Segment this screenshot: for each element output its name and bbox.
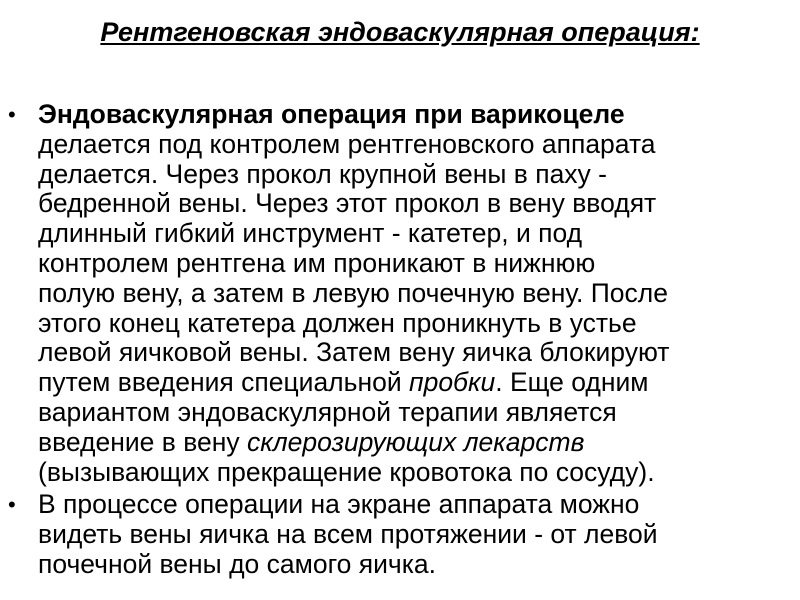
text-line-sclerosing (38, 428, 786, 458)
bullet-item-endovascular (0, 100, 800, 487)
text-line: (вызывающих прекращение кровотока по сосуду). (38, 456, 655, 487)
italic-term-sclerosing-drugs: склерозирующих лекарств (246, 426, 585, 457)
text-line: контролем рентгена им проникают в нижнюю (38, 247, 596, 278)
text-line: полую вену, а затем в левую почечную вену. После (38, 277, 668, 308)
text-line: делается. Через прокол крупной вены в паху - (38, 158, 607, 189)
bullet-marker: • (8, 102, 16, 127)
bullet-bold-lead: Эндоваскулярная операция при варикоцеле (38, 99, 625, 129)
slide-title: Рентгеновская эндоваскулярная операция: (100, 17, 700, 47)
text-segment: введение в вену (38, 426, 247, 457)
text-segment: путем введения специальной (38, 367, 409, 398)
text-line-probki (38, 368, 786, 398)
bullet-item-screen-view (0, 490, 800, 579)
text-line: вариантом эндоваскулярной терапии является (38, 396, 617, 427)
text-segment: . Еще одним (495, 367, 649, 398)
text-line: почечной вены до самого яичка. (38, 548, 437, 579)
text-line: левой яичковой вены. Затем вену яичка блокируют (38, 337, 670, 368)
text-line: делается под контролем рентгеновского аппарата (38, 128, 656, 159)
text-line: этого конец катетера должен проникнуть в устье (38, 307, 637, 338)
text-line: длинный гибкий инструмент - катетер, и под (38, 218, 583, 249)
text-line: бедренной вены. Через этот прокол в вену вводят (38, 188, 657, 219)
italic-term-probki: пробки (409, 367, 496, 398)
bullet-marker: • (8, 492, 16, 518)
bullet-list (0, 100, 800, 580)
text-line: В процессе операции на экране аппарата можно (38, 489, 640, 520)
text-line: видеть вены яичка на всем протяжении - от левой (38, 519, 658, 550)
